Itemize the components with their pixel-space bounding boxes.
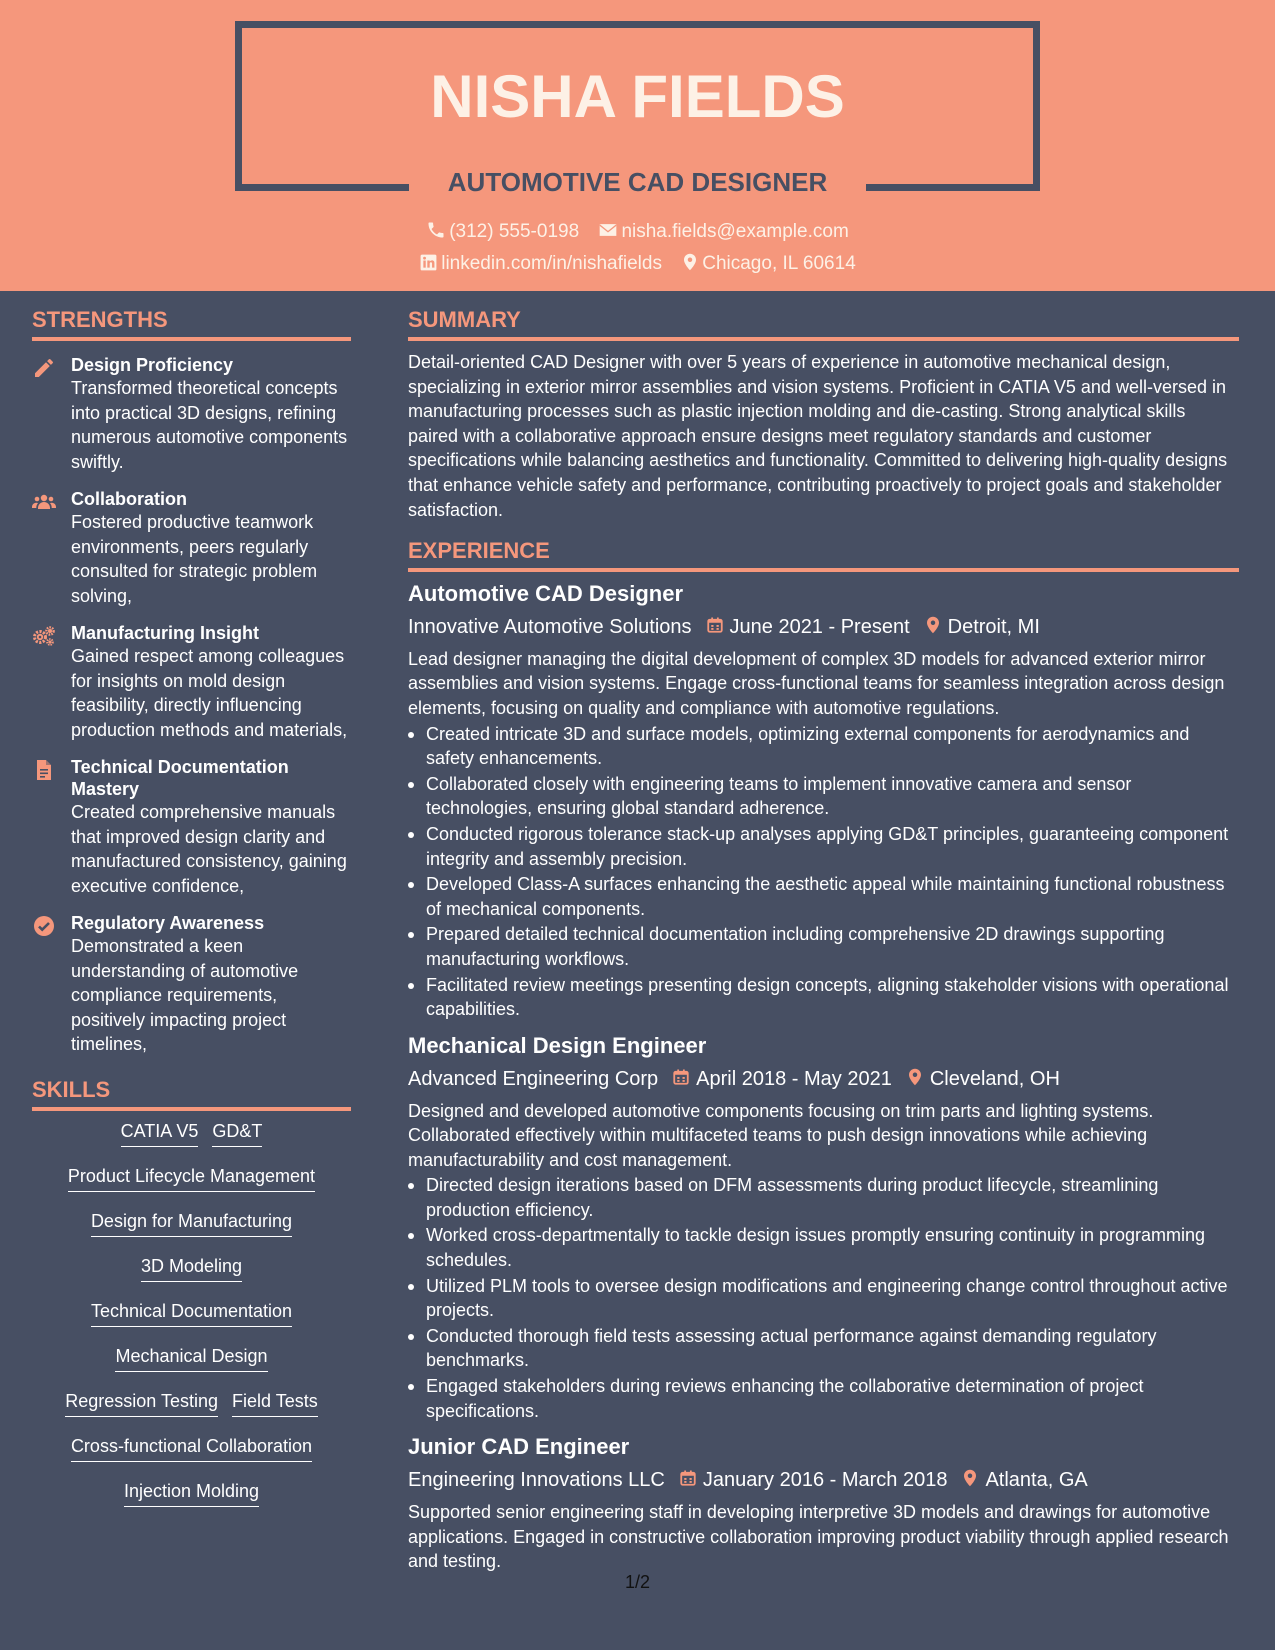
phone-text: (312) 555-0198 (449, 221, 580, 242)
map-pin-icon (681, 252, 699, 272)
job-company: Innovative Automotive Solutions (408, 615, 692, 638)
skill-tag: Injection Molding (124, 1479, 259, 1507)
email-contact[interactable] (598, 220, 848, 243)
job-bullet: Engaged stakeholders during reviews enhancing the collaborative determination of project specifications. (426, 1374, 1239, 1423)
skills-heading: SKILLS (32, 1077, 351, 1111)
strength-title: Regulatory Awareness (71, 913, 265, 933)
linkedin-text[interactable]: linkedin.com/in/nishafields (441, 253, 662, 274)
strength-item (32, 488, 351, 608)
pencil-icon (32, 356, 56, 380)
job-dates: April 2018 - May 2021 (696, 1067, 892, 1090)
candidate-name: NISHA FIELDS (430, 63, 845, 130)
skill-row (32, 1254, 351, 1284)
calendar-icon (679, 1468, 697, 1488)
left-column (32, 291, 351, 1524)
skill-row (32, 1389, 351, 1419)
map-pin-icon (924, 615, 942, 635)
skill-row (32, 1164, 351, 1194)
skill-tag: Mechanical Design (115, 1344, 267, 1372)
job-bullet: Directed design iterations based on DFM assessments during product lifecycle, streamlining production efficiency. (426, 1173, 1239, 1222)
job-company: Advanced Engineering Corp (408, 1067, 659, 1090)
strengths-heading: STRENGTHS (32, 307, 351, 341)
document-icon (32, 758, 56, 782)
strength-item (32, 354, 351, 474)
map-pin-icon (906, 1067, 924, 1087)
linkedin-icon (419, 253, 438, 272)
strength-title: Design Proficiency (71, 355, 234, 375)
job-title: Junior CAD Engineer (408, 1434, 630, 1460)
summary-heading: SUMMARY (408, 307, 1239, 341)
job-bullets (426, 1173, 1239, 1423)
job-location: Atlanta, GA (985, 1468, 1088, 1491)
skill-tag: Field Tests (232, 1389, 318, 1417)
skill-row (32, 1119, 351, 1149)
job-bullet: Conducted thorough field tests assessing actual performance against demanding regulatory benchmarks. (426, 1324, 1239, 1373)
job-bullet: Collaborated closely with engineering teams to implement innovative camera and sensor technologies, ensuring global standard adherence. (426, 772, 1239, 821)
job-description: Supported senior engineering staff in developing interpretive 3D models and drawings for automotive applications. Engaged in constructive collaboration improving product viability through applied research and testing. (408, 1501, 1229, 1572)
job-description: Designed and developed automotive components focusing on trim parts and lighting systems. Collaborated effectively within multifaceted teams to push design innovations while achieving manufacturability and cost management. (408, 1100, 1154, 1170)
job-description: Lead designer managing the digital development of complex 3D models for advanced exterior mirror assemblies and vision systems. Engage cross-functional teams for seamless integration across design elements, focusing on quality and compliance with automotive regulations. (408, 648, 1225, 719)
strength-desc: Created comprehensive manuals that improved design clarity and manufactured consistency, gaining executive confidence, (71, 802, 347, 896)
strength-desc: Demonstrated a keen understanding of automotive compliance requirements, positively impacting project timelines, (71, 936, 299, 1054)
job-bullet: Developed Class-A surfaces enhancing the aesthetic appeal while maintaining functional robustness of mechanical components. (426, 872, 1239, 921)
skill-tag: Product Lifecycle Management (68, 1164, 315, 1192)
job-bullet: Worked cross-departmentally to tackle design issues promptly ensuring continuity in programming schedules. (426, 1223, 1239, 1272)
right-column (408, 291, 1239, 1574)
location-contact (681, 252, 856, 275)
job-title: Mechanical Design Engineer (408, 1032, 707, 1058)
job-dates: June 2021 - Present (729, 615, 910, 638)
job-meta (408, 1465, 1239, 1494)
phone-contact (426, 220, 579, 243)
strength-desc: Transformed theoretical concepts into practical 3D designs, refining numerous automotive components swiftly. (71, 378, 348, 472)
job-meta (408, 1064, 1239, 1093)
summary-text: Detail-oriented CAD Designer with over 5 years of experience in automotive mechanical design, specializing in exterior mirror assemblies and vision systems. Proficient in CATIA V5 and well-versed in manufacturing processes such as plastic injection molding and die-casting. Strong analytical skills paired with a collaborative approach ensure designs meet regulatory standards and customer specifications while balancing aesthetics and functionality. Committed to delivering high-quality designs that enhance vehicle safety and performance, contributing proactively to project goals and stakeholder satisfaction. (408, 352, 1228, 520)
job-bullet: Facilitated review meetings presenting design concepts, aligning stakeholder visions with operational capabilities. (426, 973, 1239, 1022)
envelope-icon (598, 220, 618, 240)
job-meta (408, 612, 1239, 641)
skill-row (32, 1344, 351, 1374)
job-company: Engineering Innovations LLC (408, 1468, 665, 1491)
skill-tag: Regression Testing (65, 1389, 218, 1417)
calendar-icon (672, 1067, 690, 1087)
skill-row (32, 1299, 351, 1329)
strength-title: Manufacturing Insight (71, 623, 259, 643)
gears-icon (32, 624, 56, 648)
experience-heading: EXPERIENCE (408, 538, 1239, 572)
strength-item (32, 912, 351, 1057)
strength-title: Technical Documentation Mastery (71, 757, 289, 799)
skill-tag: Cross-functional Collaboration (71, 1434, 312, 1462)
job-bullet: Conducted rigorous tolerance stack-up analyses applying GD&T principles, guaranteeing component integrity and assembly precision. (426, 822, 1239, 871)
job-bullet: Utilized PLM tools to oversee design modifications and engineering change control throughout active projects. (426, 1274, 1239, 1323)
job-entry (408, 1032, 1239, 1423)
candidate-title: AUTOMOTIVE CAD DESIGNER (447, 167, 828, 197)
contact-row-1 (0, 220, 1275, 243)
email-text[interactable]: nisha.fields@example.com (621, 221, 849, 242)
map-pin-icon (961, 1468, 979, 1488)
strength-desc: Fostered productive teamwork environments, peers regularly consulted for strategic problem solving, (71, 512, 318, 606)
page-number: 1/2 (624, 1572, 651, 1592)
job-dates: January 2016 - March 2018 (702, 1468, 948, 1491)
job-entry (408, 1433, 1239, 1574)
skill-tag: 3D Modeling (141, 1254, 242, 1282)
job-location: Detroit, MI (947, 615, 1040, 638)
strength-desc: Gained respect among colleagues for insights on mold design feasibility, directly influencing production methods and materials, (71, 646, 348, 740)
job-bullet: Prepared detailed technical documentation including comprehensive 2D drawings supporting manufacturing workflows. (426, 922, 1239, 971)
resume-header (0, 0, 1275, 291)
skill-tag: GD&T (212, 1119, 262, 1147)
skill-tag: CATIA V5 (121, 1119, 199, 1147)
phone-icon (426, 220, 446, 240)
check-circle-icon (32, 914, 56, 938)
skill-row (32, 1434, 351, 1464)
job-title: Automotive CAD Designer (408, 581, 684, 607)
skills-list (32, 1111, 351, 1509)
strength-item (32, 622, 351, 742)
strengths-list (32, 354, 351, 1057)
strength-title: Collaboration (71, 489, 187, 509)
location-text: Chicago, IL 60614 (702, 253, 856, 274)
job-location: Cleveland, OH (929, 1067, 1060, 1090)
strength-item (32, 756, 351, 898)
skill-tag: Technical Documentation (91, 1299, 292, 1327)
linkedin-contact[interactable] (419, 253, 662, 275)
skill-row (32, 1209, 351, 1239)
skill-tag: Design for Manufacturing (91, 1209, 292, 1237)
job-bullets (426, 722, 1239, 1022)
skill-row (32, 1479, 351, 1509)
job-entry (408, 580, 1239, 1022)
job-bullet: Created intricate 3D and surface models, optimizing external components for aerodynamics and safety enhancements. (426, 722, 1239, 771)
calendar-icon (706, 615, 724, 635)
people-icon (32, 490, 56, 514)
contact-row-2 (0, 252, 1275, 275)
